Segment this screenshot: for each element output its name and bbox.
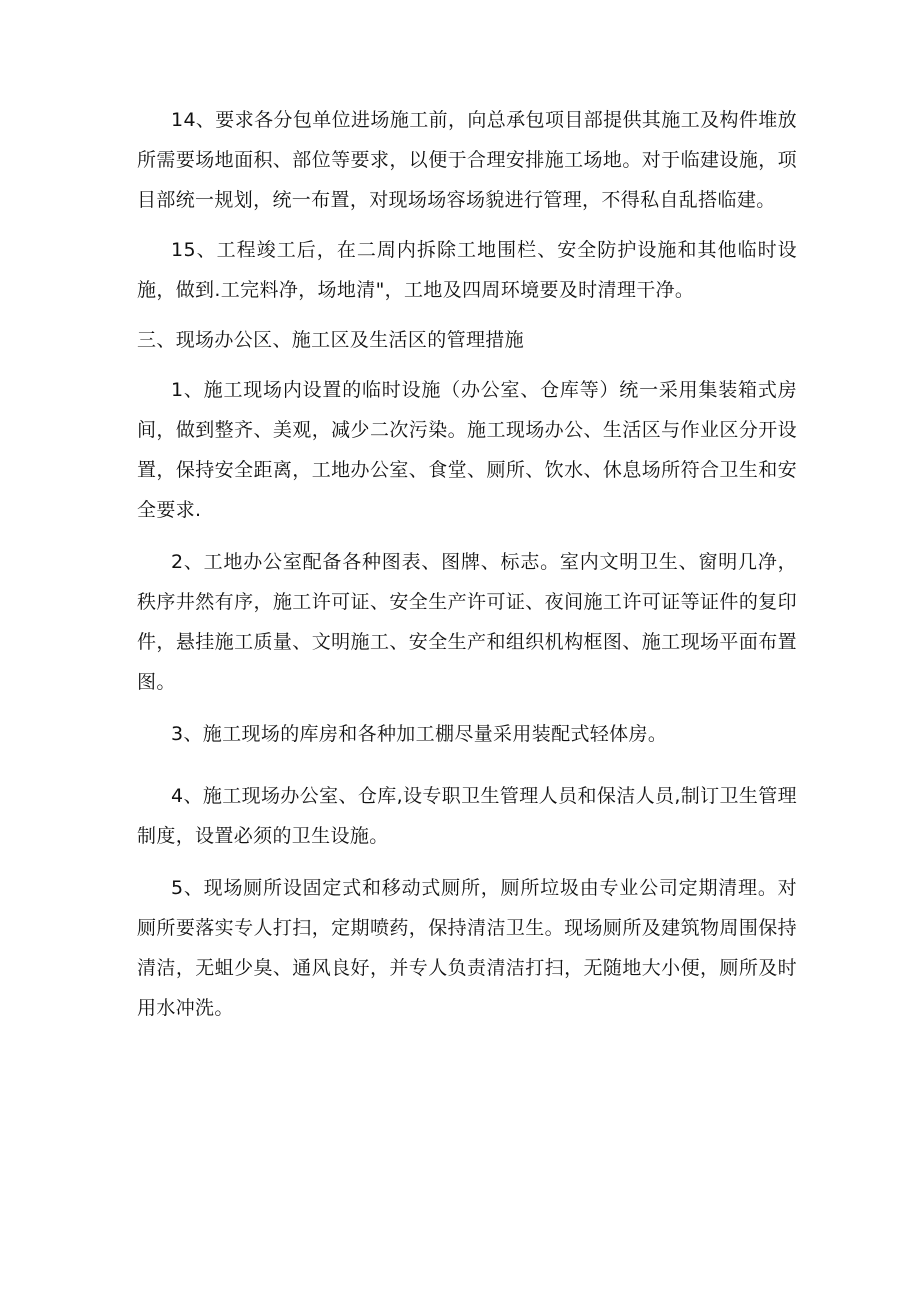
paragraph-item-5: 5、现场厕所设固定式和移动式厕所，厕所垃圾由专业公司定期清理。对厕所要落实专人打扫，定期喷药，保持清洁卫生。现场厕所及建筑物周围保持清洁，无蛆少臭、通风良好，并专人负责清洁打扫，无随地大小便，厕所及时用水冲洗。 <box>137 877 797 1019</box>
section-heading: 三、现场办公区、施工区及生活区的管理措施 <box>137 329 525 351</box>
paragraph-item-15: 15、工程竣工后，在二周内拆除工地围栏、安全防护设施和其他临时设施，做到.工完料净，场地清"，工地及四周环境要及时清理干净。 <box>137 239 797 301</box>
paragraph-item-2: 2、工地办公室配备各种图表、图牌、标志。室内文明卫生、窗明几净，秩序井然有序，施工许可证、安全生产许可证、夜间施工许可证等证件的复印件，悬挂施工质量、文明施工、安全生产和组织机构框图、施工现场平面布置图。 <box>137 551 797 693</box>
document-body <box>137 100 797 1028</box>
paragraph-item-1: 1、施工现场内设置的临时设施（办公室、仓库等）统一采用集装箱式房间，做到整齐、美观，减少二次污染。施工现场办公、生活区与作业区分开设置，保持安全距离，工地办公室、食堂、厕所、饮水、休息场所符合卫生和安全要求. <box>137 379 797 521</box>
paragraph-item-4: 4、施工现场办公室、仓库,设专职卫生管理人员和保洁人员,制订卫生管理制度，设置必须的卫生设施。 <box>137 785 797 847</box>
paragraph-item-3: 3、施工现场的库房和各种加工棚尽量采用装配式轻体房。 <box>171 723 668 745</box>
paragraph-item-14: 14、要求各分包单位进场施工前，向总承包项目部提供其施工及构件堆放所需要场地面积、部位等要求，以便于合理安排施工场地。对于临建设施，项目部统一规划，统一布置，对现场场容场貌进行管理，不得私自乱搭临建。 <box>137 109 797 211</box>
